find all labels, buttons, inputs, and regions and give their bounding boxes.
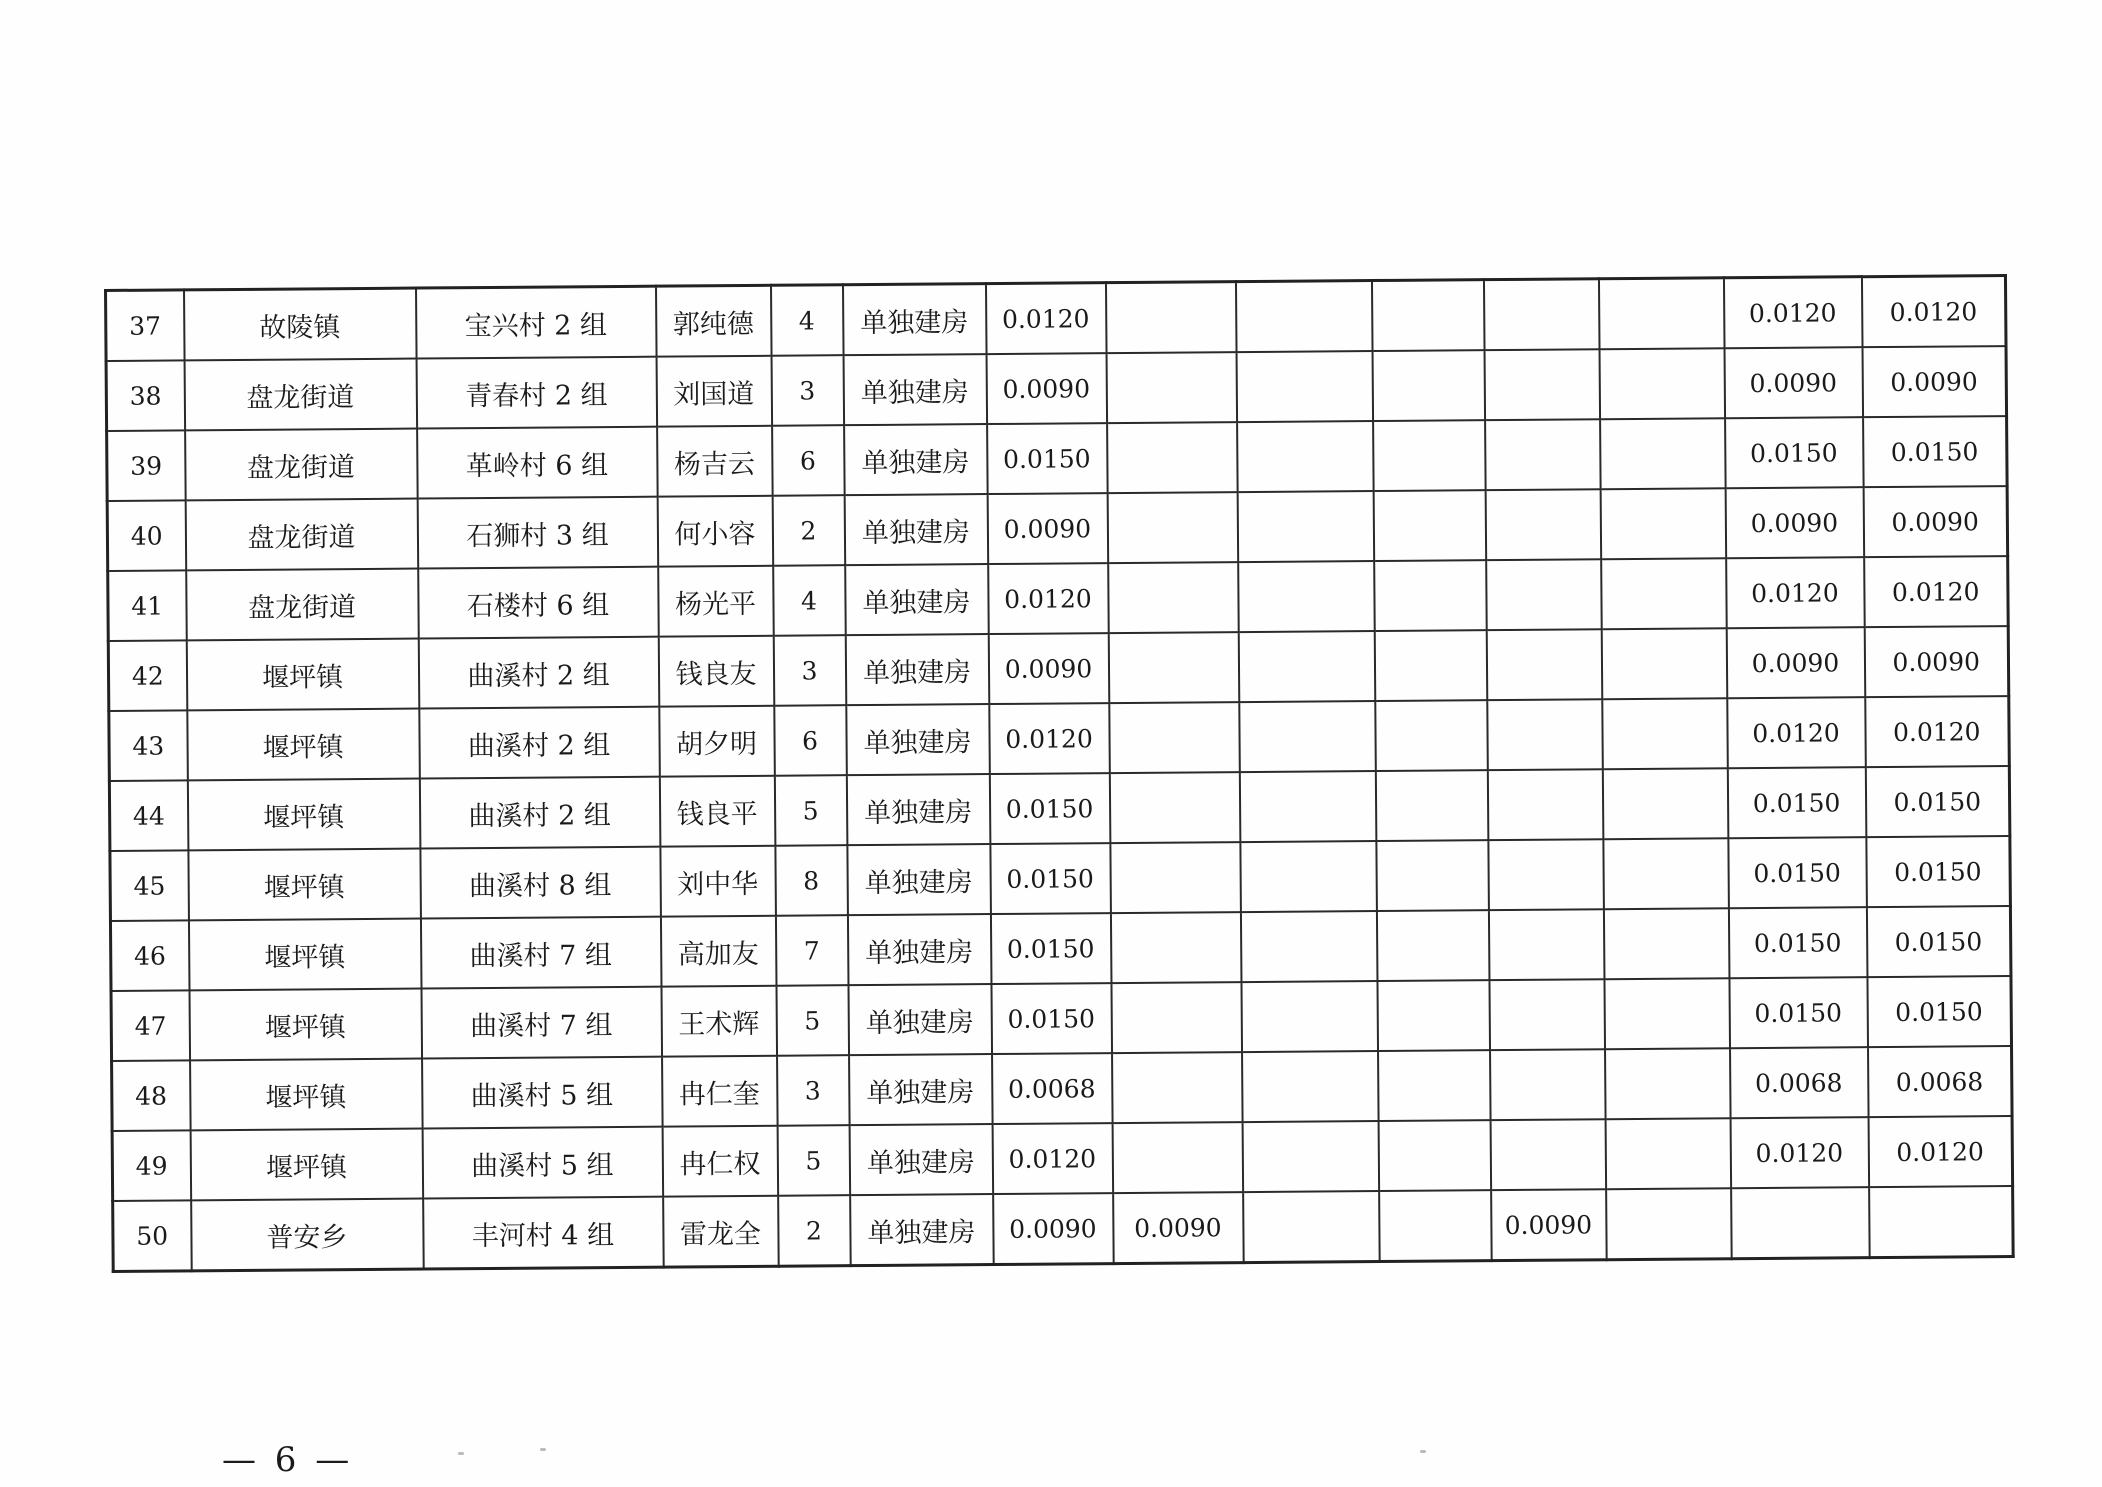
column-9-cell — [1242, 1051, 1379, 1122]
construction-type-cell: 单独建房 — [845, 634, 989, 705]
column-13-cell: 0.0120 — [1727, 697, 1866, 768]
column-12-cell — [1605, 1048, 1731, 1119]
area-cell: 0.0150 — [991, 983, 1112, 1054]
person-name-cell: 郭纯德 — [655, 285, 771, 356]
person-name-cell: 何小容 — [657, 496, 773, 567]
column-10-cell — [1378, 1120, 1491, 1191]
column-10-cell — [1376, 840, 1489, 911]
column-12-cell — [1602, 768, 1728, 839]
column-14-cell — [1869, 1186, 2014, 1258]
column-11-cell — [1484, 349, 1600, 420]
column-11-cell — [1485, 419, 1601, 490]
column-12-cell — [1598, 278, 1724, 349]
table-body — [106, 276, 2014, 1272]
column-8-cell — [1110, 912, 1241, 983]
household-size-cell: 5 — [776, 985, 849, 1056]
column-9-cell — [1235, 281, 1372, 353]
row-number-cell: 49 — [112, 1130, 191, 1201]
column-8-cell — [1109, 772, 1240, 843]
column-12-cell — [1599, 348, 1725, 419]
construction-type-cell: 单独建房 — [849, 1054, 993, 1125]
township-cell: 堰坪镇 — [190, 1129, 423, 1201]
village-group-cell: 曲溪村 2 组 — [419, 707, 660, 779]
column-14-cell: 0.0150 — [1866, 906, 2011, 977]
household-size-cell: 6 — [772, 425, 845, 496]
column-14-cell: 0.0120 — [1861, 276, 2006, 348]
column-14-cell: 0.0090 — [1862, 346, 2007, 417]
column-10-cell — [1375, 770, 1488, 841]
township-cell: 堰坪镇 — [190, 1059, 423, 1131]
column-11-cell — [1488, 909, 1604, 980]
household-size-cell: 5 — [774, 775, 847, 846]
village-group-cell: 石楼村 6 组 — [418, 567, 659, 639]
village-group-cell: 曲溪村 2 组 — [418, 637, 659, 709]
household-size-cell: 3 — [773, 635, 846, 706]
column-10-cell — [1373, 490, 1486, 561]
construction-type-cell: 单独建房 — [850, 1194, 994, 1266]
column-10-cell — [1374, 630, 1487, 701]
column-11-cell — [1487, 699, 1603, 770]
household-size-cell: 2 — [778, 1195, 851, 1266]
household-size-cell: 4 — [770, 285, 843, 356]
column-10-cell — [1375, 700, 1488, 771]
township-cell: 堰坪镇 — [187, 779, 420, 851]
column-13-cell: 0.0068 — [1730, 1047, 1869, 1118]
column-14-cell: 0.0068 — [1868, 1046, 2013, 1117]
construction-type-cell: 单独建房 — [842, 284, 986, 356]
household-size-cell: 3 — [777, 1055, 850, 1126]
column-11-cell — [1490, 1049, 1606, 1120]
village-group-cell: 石狮村 3 组 — [417, 497, 658, 569]
column-11-cell — [1487, 769, 1603, 840]
column-9-cell — [1239, 771, 1376, 842]
column-13-cell: 0.0150 — [1728, 907, 1867, 978]
row-number-cell: 48 — [112, 1060, 191, 1131]
column-9-cell — [1242, 1121, 1379, 1192]
column-8-cell — [1107, 422, 1238, 493]
column-14-cell: 0.0120 — [1864, 556, 2009, 627]
column-12-cell — [1600, 418, 1726, 489]
construction-type-cell: 单独建房 — [846, 704, 990, 775]
column-13-cell: 0.0120 — [1730, 1117, 1869, 1188]
row-number-cell: 39 — [107, 430, 186, 501]
column-9-cell — [1237, 491, 1374, 562]
village-group-cell: 曲溪村 7 组 — [420, 917, 661, 989]
column-8-cell — [1110, 842, 1241, 913]
column-9-cell — [1240, 911, 1377, 982]
household-size-cell: 2 — [772, 495, 845, 566]
column-10-cell — [1374, 560, 1487, 631]
construction-type-cell: 单独建房 — [844, 424, 988, 495]
page-number: — 6 — — [222, 1440, 354, 1480]
row-number-cell: 40 — [107, 500, 186, 571]
village-group-cell: 曲溪村 5 组 — [422, 1057, 663, 1129]
column-12-cell — [1604, 978, 1730, 1049]
row-number-cell: 44 — [109, 780, 188, 851]
row-number-cell: 37 — [106, 290, 185, 361]
table-row — [113, 1186, 2013, 1271]
column-9-cell — [1236, 351, 1373, 422]
township-cell: 盘龙街道 — [186, 569, 419, 641]
column-14-cell: 0.0150 — [1863, 416, 2008, 487]
household-size-cell: 4 — [773, 565, 846, 636]
column-9-cell — [1243, 1191, 1380, 1263]
row-number-cell: 46 — [110, 920, 189, 991]
column-14-cell: 0.0120 — [1865, 696, 2010, 767]
township-cell: 堰坪镇 — [188, 849, 421, 921]
household-size-cell: 8 — [775, 845, 848, 916]
column-13-cell: 0.0120 — [1726, 557, 1865, 628]
column-14-cell: 0.0090 — [1863, 486, 2008, 557]
scan-speck — [540, 1448, 546, 1451]
village-group-cell: 宝兴村 2 组 — [416, 286, 657, 358]
area-cell: 0.0120 — [992, 1123, 1113, 1194]
row-number-cell: 43 — [109, 710, 188, 781]
column-11-cell — [1488, 839, 1604, 910]
area-cell: 0.0090 — [993, 1193, 1114, 1264]
column-8-cell: 0.0090 — [1113, 1192, 1244, 1264]
township-cell: 盘龙街道 — [185, 429, 418, 501]
table-container — [104, 274, 2012, 1273]
column-13-cell: 0.0090 — [1726, 627, 1865, 698]
construction-type-cell: 单独建房 — [849, 1124, 993, 1195]
column-10-cell — [1372, 350, 1485, 421]
household-size-cell: 7 — [775, 915, 848, 986]
column-13-cell — [1731, 1187, 1870, 1259]
household-size-cell: 3 — [771, 355, 844, 426]
column-12-cell — [1605, 1118, 1731, 1189]
column-8-cell — [1112, 1122, 1243, 1193]
person-name-cell: 王术辉 — [661, 986, 777, 1057]
scan-speck — [458, 1452, 464, 1455]
column-12-cell — [1603, 838, 1729, 909]
person-name-cell: 雷龙全 — [663, 1196, 779, 1267]
scan-speck — [1420, 1450, 1426, 1453]
column-14-cell: 0.0090 — [1864, 626, 2009, 697]
column-10-cell — [1371, 280, 1484, 351]
column-9-cell — [1238, 561, 1375, 632]
area-cell: 0.0120 — [989, 703, 1110, 774]
township-cell: 堰坪镇 — [187, 709, 420, 781]
village-group-cell: 曲溪村 8 组 — [420, 847, 661, 919]
household-size-cell: 5 — [777, 1125, 850, 1196]
column-13-cell: 0.0150 — [1727, 767, 1866, 838]
township-cell: 堰坪镇 — [189, 989, 422, 1061]
column-14-cell: 0.0150 — [1865, 766, 2010, 837]
column-14-cell: 0.0150 — [1867, 976, 2012, 1047]
column-11-cell — [1485, 489, 1601, 560]
village-group-cell: 丰河村 4 组 — [423, 1197, 664, 1269]
row-number-cell: 38 — [106, 360, 185, 431]
column-12-cell — [1603, 908, 1729, 979]
column-13-cell: 0.0150 — [1729, 977, 1868, 1048]
village-group-cell: 青春村 2 组 — [416, 357, 657, 429]
column-9-cell — [1238, 631, 1375, 702]
column-11-cell — [1483, 279, 1599, 350]
construction-type-cell: 单独建房 — [845, 564, 989, 635]
township-cell: 盘龙街道 — [184, 359, 417, 431]
column-11-cell — [1490, 1119, 1606, 1190]
column-8-cell — [1108, 632, 1239, 703]
column-9-cell — [1241, 981, 1378, 1052]
column-11-cell — [1489, 979, 1605, 1050]
area-cell: 0.0150 — [987, 423, 1108, 494]
area-cell: 0.0090 — [988, 633, 1109, 704]
village-group-cell: 曲溪村 2 组 — [419, 777, 660, 849]
column-13-cell: 0.0120 — [1723, 277, 1862, 349]
area-cell: 0.0150 — [990, 843, 1111, 914]
row-number-cell: 47 — [111, 990, 190, 1061]
township-cell: 故陵镇 — [184, 288, 417, 360]
person-name-cell: 刘中华 — [660, 846, 776, 917]
column-11-cell — [1486, 559, 1602, 630]
village-group-cell: 革岭村 6 组 — [417, 427, 658, 499]
township-cell: 堰坪镇 — [188, 919, 421, 991]
construction-type-cell: 单独建房 — [847, 844, 991, 915]
column-12-cell — [1601, 628, 1727, 699]
township-cell: 盘龙街道 — [185, 499, 418, 571]
column-13-cell: 0.0150 — [1728, 837, 1867, 908]
land-use-table — [104, 274, 2015, 1273]
construction-type-cell: 单独建房 — [848, 984, 992, 1055]
area-cell: 0.0120 — [988, 563, 1109, 634]
column-8-cell — [1106, 352, 1237, 423]
area-cell: 0.0150 — [990, 913, 1111, 984]
column-8-cell — [1107, 492, 1238, 563]
township-cell: 普安乡 — [191, 1199, 424, 1271]
person-name-cell: 钱良平 — [659, 776, 775, 847]
column-8-cell — [1105, 282, 1236, 354]
area-cell: 0.0150 — [989, 773, 1110, 844]
column-10-cell — [1376, 910, 1489, 981]
column-12-cell — [1600, 488, 1726, 559]
column-10-cell — [1379, 1190, 1492, 1261]
column-13-cell: 0.0150 — [1725, 417, 1864, 488]
column-13-cell: 0.0090 — [1725, 487, 1864, 558]
column-9-cell — [1237, 421, 1374, 492]
column-12-cell — [1602, 698, 1728, 769]
column-8-cell — [1108, 562, 1239, 633]
column-8-cell — [1112, 1052, 1243, 1123]
row-number-cell: 42 — [108, 640, 187, 711]
person-name-cell: 刘国道 — [656, 356, 772, 427]
row-number-cell: 45 — [110, 850, 189, 921]
row-number-cell: 41 — [108, 570, 187, 641]
person-name-cell: 冉仁奎 — [662, 1056, 778, 1127]
row-number-cell: 50 — [113, 1200, 192, 1271]
column-10-cell — [1378, 1050, 1491, 1121]
area-cell: 0.0090 — [986, 353, 1107, 424]
village-group-cell: 曲溪村 5 组 — [422, 1127, 663, 1199]
household-size-cell: 6 — [774, 705, 847, 776]
area-cell: 0.0120 — [985, 283, 1106, 354]
column-9-cell — [1239, 701, 1376, 772]
column-9-cell — [1240, 841, 1377, 912]
column-11-cell — [1486, 629, 1602, 700]
area-cell: 0.0068 — [992, 1053, 1113, 1124]
person-name-cell: 胡夕明 — [659, 706, 775, 777]
person-name-cell: 杨吉云 — [657, 426, 773, 497]
column-8-cell — [1111, 982, 1242, 1053]
person-name-cell: 杨光平 — [658, 566, 774, 637]
construction-type-cell: 单独建房 — [846, 774, 990, 845]
column-12-cell — [1606, 1188, 1732, 1259]
construction-type-cell: 单独建房 — [843, 354, 987, 425]
column-12-cell — [1601, 558, 1727, 629]
column-8-cell — [1109, 702, 1240, 773]
column-10-cell — [1373, 420, 1486, 491]
column-14-cell: 0.0120 — [1868, 1116, 2013, 1187]
person-name-cell: 冉仁权 — [662, 1126, 778, 1197]
construction-type-cell: 单独建房 — [847, 914, 991, 985]
area-cell: 0.0090 — [987, 493, 1108, 564]
column-11-cell: 0.0090 — [1491, 1189, 1607, 1260]
village-group-cell: 曲溪村 7 组 — [421, 987, 662, 1059]
column-14-cell: 0.0150 — [1866, 836, 2011, 907]
person-name-cell: 高加友 — [660, 916, 776, 987]
construction-type-cell: 单独建房 — [844, 494, 988, 565]
column-13-cell: 0.0090 — [1724, 347, 1863, 418]
township-cell: 堰坪镇 — [186, 639, 419, 711]
column-10-cell — [1377, 980, 1490, 1051]
person-name-cell: 钱良友 — [658, 636, 774, 707]
